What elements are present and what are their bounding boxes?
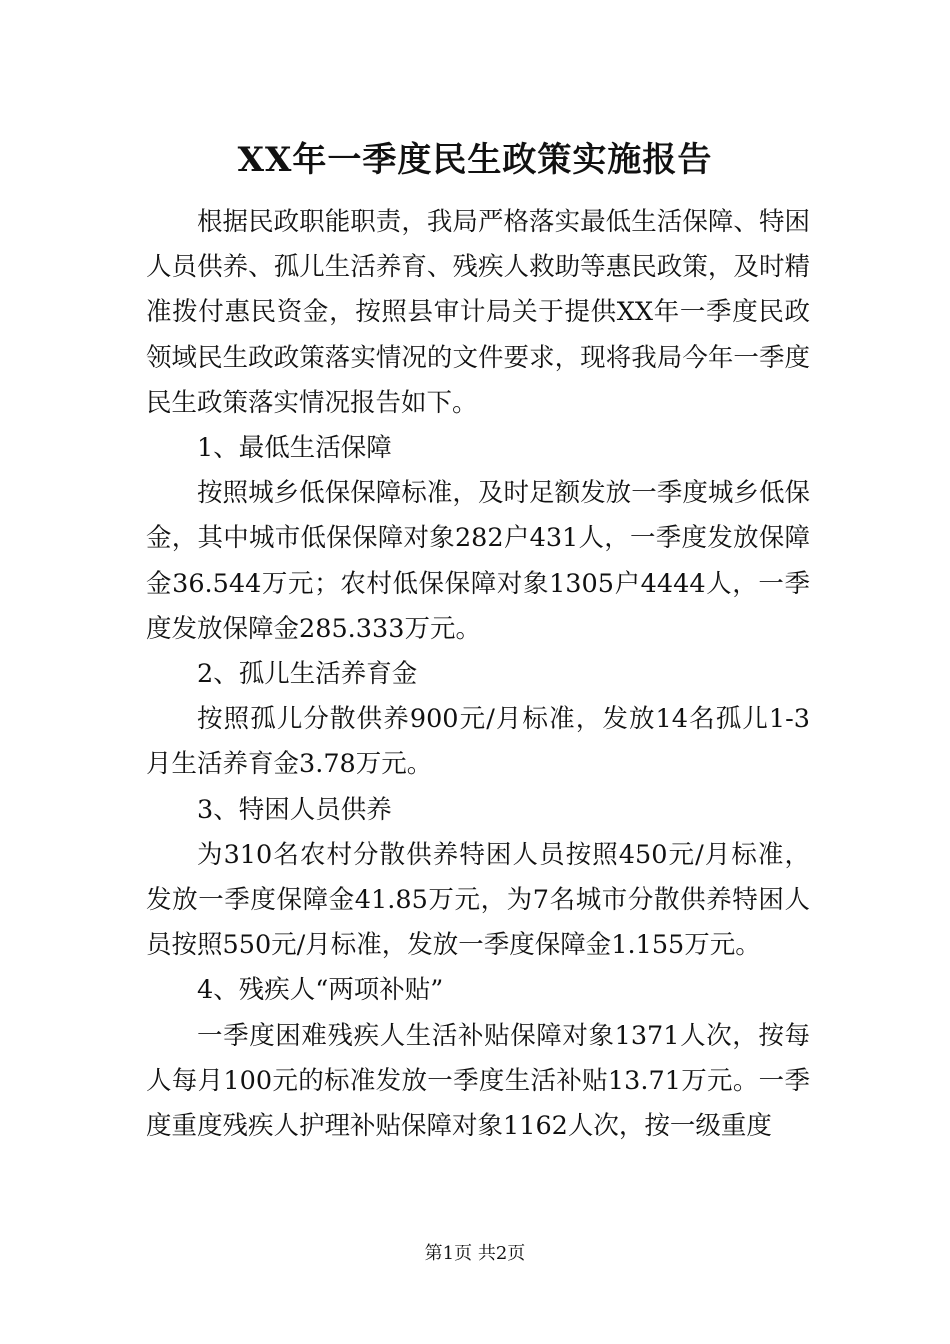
section-paragraph: 按照孤儿分散供养900元/月标准，发放14名孤儿1-3月生活养育金3.78万元。 <box>146 704 810 780</box>
section-paragraph: 为310名农村分散供养特困人员按照450元/月标准，发放一季度保障金41.85万元，为7名城市分散供养特困人员按照550元/月标准，发放一季度保障金1.155万元。 <box>146 839 810 961</box>
section-heading: 2、孤儿生活养育金 <box>197 659 418 690</box>
section-paragraph: 按照城乡低保保障标准，及时足额发放一季度城乡低保金，其中城市低保保障对象282户431人，一季度发放保障金36.544万元；农村低保保障对象1305户4444人，一季度发放保障金285.333万元。 <box>146 478 810 644</box>
section-heading: 3、特困人员供养 <box>197 794 392 825</box>
section-heading: 4、残疾人“两项补贴” <box>197 975 444 1006</box>
document-title: XX年一季度民生政策实施报告 <box>237 140 713 180</box>
section-heading: 1、最低生活保障 <box>197 433 392 464</box>
page-footer: 第1页 共2页 <box>424 1243 526 1264</box>
document-body <box>146 200 810 1149</box>
intro-paragraph: 根据民政职能职责，我局严格落实最低生活保障、特困人员供养、孤儿生活养育、残疾人救助等惠民政策，及时精准拨付惠民资金，按照县审计局关于提供XX年一季度民政领域民生政政策落实情况的文件要求，现将我局今年一季度民生政策落实情况报告如下。 <box>146 207 810 418</box>
section-paragraph: 一季度困难残疾人生活补贴保障对象1371人次，按每人每月100元的标准发放一季度生活补贴13.71万元。一季度重度残疾人护理补贴保障对象1162人次，按一级重度 <box>146 1020 810 1142</box>
